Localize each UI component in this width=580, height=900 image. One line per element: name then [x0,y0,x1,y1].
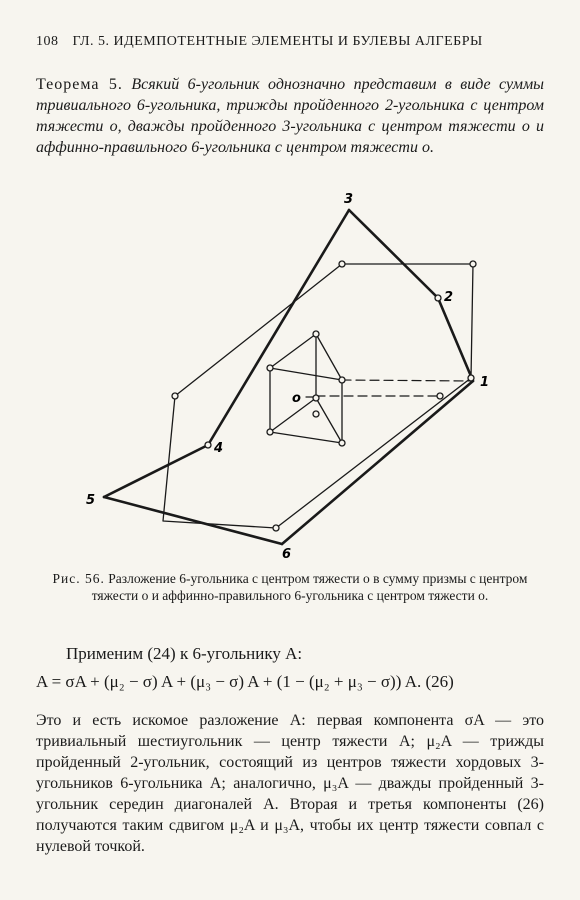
label-center-o: o [292,391,301,406]
label-vertex-5: 5 [86,493,96,508]
paragraph: Это и есть искомое разложение A: первая компонента σA — это тривиальный шестиугольник — центр тяжести A; μ₂A — трижды пройденный 2-угольник, состоящий из центров тяжести хордовых 3-угольников 6-угольника A; аналогично, μ₃A — дважды пройденный 3-угольник середин диагоналей A. Вторая и третья компоненты (26) получаются таким сдвигом μ₂A и μ₃A, чтобы их центр тяжести совпал с нулевой точкой. [36,712,544,855]
hexagon-edge-6-5 [104,497,282,544]
vertex-marker [339,440,345,446]
label-vertex-4: 4 [214,441,224,456]
vertex-marker [339,261,345,267]
theorem-block [36,74,544,158]
theorem-label: Теорема 5. [36,76,123,93]
vertex-marker [267,429,273,435]
label-vertex-2: 2 [444,290,454,305]
center-to-1-dashed [342,380,473,381]
label-vertex-1: 1 [480,375,490,390]
vertex-marker [267,365,273,371]
caption-label: Рис. 56. [52,571,105,586]
vertex-marker [273,525,279,531]
label-vertex-6: 6 [282,547,292,562]
vertex-marker [313,331,319,337]
vertex-marker [339,377,345,383]
vertex-marker [435,295,441,301]
theorem-text: Всякий 6-угольник однозначно представим в виде суммы тривиального 6-угольника, трижды пройденного 2-угольника с центром тяжести o, дважды пройденного 3-угольника с центром тяжести o и аффинно-правильного 6-угольника с центром тяжести o. [36,76,545,156]
vertex-marker [437,393,443,399]
prism-edge [270,432,342,443]
hexagon-edge-3-2-1 [349,210,473,381]
hexagon-edge-5-4-3 [104,210,349,497]
running-title: ГЛ. 5. ИДЕМПОТЕНТНЫЕ ЭЛЕМЕНТЫ И БУЛЕВЫ АЛГЕБРЫ [72,34,483,49]
caption-text: Разложение 6-угольника с центром тяжести o в сумму призмы с центром тяжести o и аффинно-правильного 6-угольника с центром тяжести o. [91,571,528,603]
page-number: 108 [36,34,59,49]
label-vertex-3: 3 [344,192,354,207]
vertex-marker [313,411,319,417]
formula-26: A = σA + (μ₂ − σ) A + (μ₃ − σ) A + (1 − (μ₂ + μ₃ − σ)) A. (26) [36,672,454,691]
prism-edge [270,368,342,380]
vertex-marker [313,395,319,401]
vertex-marker [468,375,474,381]
hexagon-edge-1-6 [282,381,473,544]
prism-back-edges [270,334,316,432]
figure-caption [36,570,544,604]
vertex-marker [205,442,211,448]
vertex-marker [172,393,178,399]
running-header [36,34,546,50]
intro-line: Применим (24) к 6-угольнику A: [66,644,303,663]
prism-front-edges [316,334,342,443]
vertex-marker [470,261,476,267]
figure-56 [60,186,520,564]
